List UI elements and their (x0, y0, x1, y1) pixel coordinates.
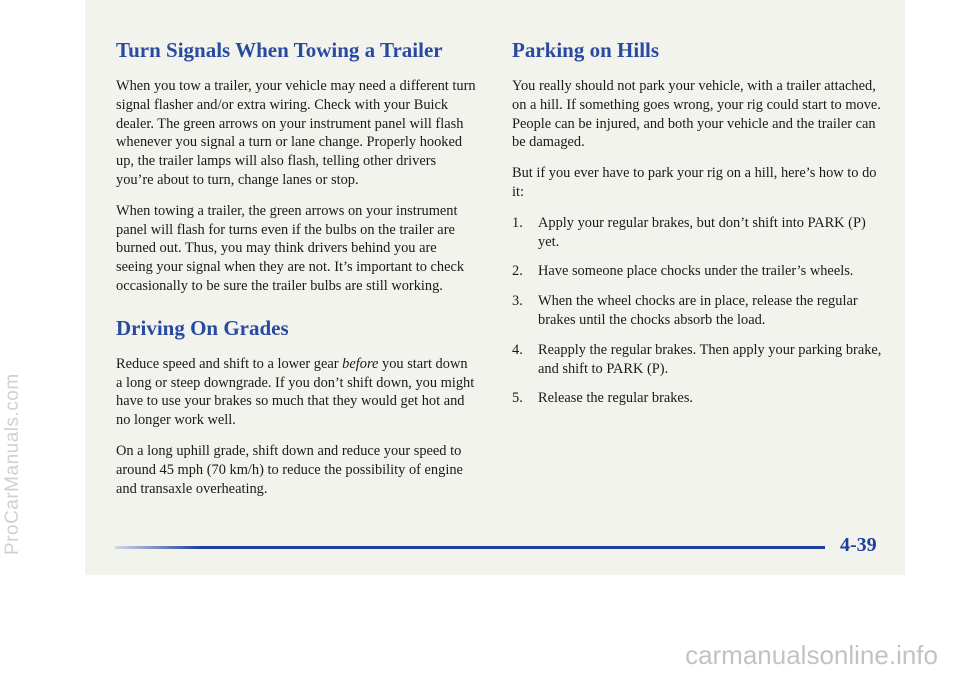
paragraph-grades-1 (116, 355, 476, 430)
right-column (512, 38, 882, 419)
list-item (512, 214, 882, 252)
step-text: Release the regular brakes. (538, 390, 694, 407)
parking-steps-list (512, 214, 882, 408)
footer-rule (115, 546, 825, 549)
step-text: Have someone place chocks under the trailer’s wheels. (538, 263, 854, 280)
step-text: When the wheel chocks are in place, release the regular brakes until the chocks absorb the load. (538, 293, 858, 328)
step-text: Apply your regular brakes, but don’t shift into PARK (P) yet. (538, 214, 866, 250)
heading-driving-on-grades: Driving On Grades (116, 315, 289, 340)
list-item (512, 292, 882, 330)
grades-1-italic: before (342, 355, 379, 372)
list-item (512, 262, 882, 281)
paragraph-turn-signals-1: When you tow a trailer, your vehicle may need a different turn signal flasher and/or extra wiring. Check with your Buick dealer. The green arrows on your instrument panel will flash whenever you signal a turn or lane change. Properly hooked up, the trailer lamps will also flash, telling other drivers you’re about to turn, change lanes or stop. (116, 78, 476, 188)
heading-parking-on-hills: Parking on Hills (512, 38, 660, 62)
heading-turn-signals: Turn Signals When Towing a Trailer (116, 38, 443, 62)
paragraph-grades-2: On a long uphill grade, shift down and reduce your speed to around 45 mph (70 km/h) to reduce the possibility of engine and transaxle overheating. (116, 442, 463, 497)
left-column (116, 38, 476, 510)
step-number: 1. (512, 214, 523, 231)
list-item (512, 341, 882, 379)
step-text: Reapply the regular brakes. Then apply your parking brake, and shift to PARK (P). (538, 341, 882, 377)
list-item (512, 389, 882, 408)
step-number: 2. (512, 263, 523, 280)
paragraph-turn-signals-2: When towing a trailer, the green arrows on your instrument panel will flash for turns even if the bulbs on the trailer are burned out. Thus, you may think drivers behind you are seeing your signal when they are not. It’s important to check occasionally to be sure the trailer bulbs are still working. (116, 202, 465, 294)
page-number: 4-39 (840, 534, 877, 556)
paragraph-parking-2: But if you ever have to park your rig on a hill, here’s how to do it: (512, 165, 877, 200)
watermark-side: ProCarManuals.com (2, 373, 23, 555)
grades-1-text-b: you start down a long or steep downgrade. If you don’t shift down, you might have to use your brakes so much that they would get hot and no longer work well. (116, 355, 475, 429)
step-number: 3. (512, 293, 523, 310)
step-number: 5. (512, 390, 523, 407)
step-number: 4. (512, 341, 523, 358)
watermark-bottom: carmanualsonline.info (685, 640, 938, 670)
paragraph-parking-1: You really should not park your vehicle, with a trailer attached, on a hill. If something goes wrong, your rig could start to move. People can be injured, and both your vehicle and the trailer can be damaged. (512, 78, 881, 151)
grades-1-text-a: Reduce speed and shift to a lower gear (116, 355, 343, 372)
